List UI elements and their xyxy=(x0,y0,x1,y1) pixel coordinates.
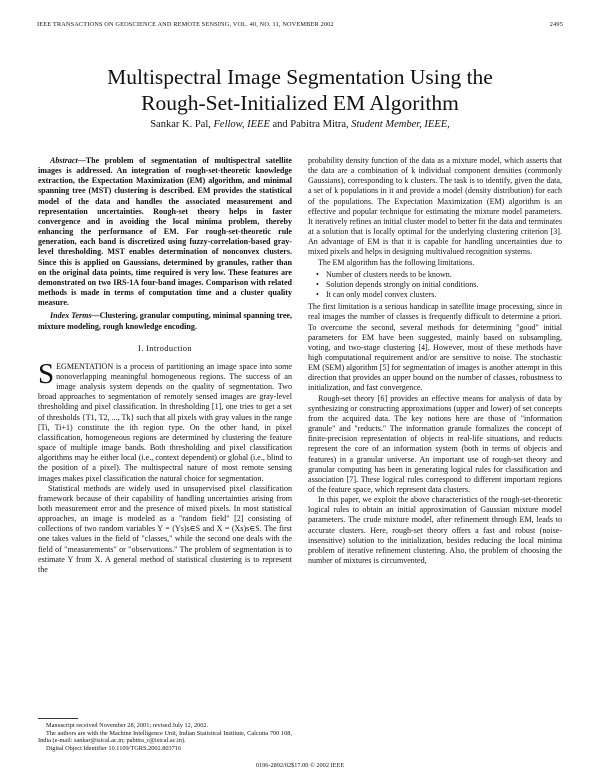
left-column xyxy=(38,156,292,575)
body-paragraph-1: probability density function of the data as a mixture model, which asserts that the data are a combination of k individual component densities (commonly Gaussians), corresponding to k clusters. The task is to identify, given the data, a set of k populations in it and provide a model (density distribution) for each of the populations. The Expectation Maximization (EM) algorithm is an effective and popular technique for estimating the mixture model parameters. It iteratively refines an initial cluster model to better fit the data and terminates at a solution that is locally optimal for the underlying clustering criterion [3]. An advantage of EM is that it is capable for handling uncertainties due to mixed pixels and helps in designing multivalued recognition systems. xyxy=(308,156,562,257)
author-1: Sankar K. Pal, xyxy=(150,119,211,130)
abstract xyxy=(38,156,292,308)
journal-header: IEEE TRANSACTIONS ON GEOSCIENCE AND REMOTE SENSING, VOL. 40, NO. 11, NOVEMBER 2002 xyxy=(37,21,334,28)
footnote-affiliation: The authors are with the Machine Intelligence Unit, Indian Statistical Institute, Calcutta 700 108, India (e-mail: sankar@isical.ac.in; pabitra_r@isical.ac.in). xyxy=(38,729,292,745)
abstract-lead: Abstract— xyxy=(50,156,86,165)
title-line-1: Multispectral Image Segmentation Using the xyxy=(107,65,493,89)
bullet-icon: • xyxy=(316,269,319,279)
running-head xyxy=(37,21,563,28)
footnote-rule xyxy=(38,718,78,719)
list-item-text: It can only model convex clusters. xyxy=(326,290,437,300)
footnote-doi: Digital Object Identifier 10.1109/TGRS.2002.803716 xyxy=(46,744,182,752)
index-terms xyxy=(38,311,292,331)
author-1-title: Fellow, IEEE xyxy=(213,119,270,130)
paper-title xyxy=(37,64,563,116)
footnotes xyxy=(38,722,292,752)
title-line-2: Rough-Set-Initialized EM Algorithm xyxy=(141,91,459,115)
intro-paragraph-1 xyxy=(38,357,292,484)
bullet-icon: • xyxy=(316,290,319,300)
intro-paragraph-1-text: EGMENTATION is a process of partitioning an image space into some nonoverlapping meaningful homogeneous regions. The success of an image analysis system depends on the quality of segmentation. Two broad approaches to segmentation of remotely sensed images are gray-level thresholding and pixel classification. In thresholding [1], one tries to get a set of thresholds {T1, T2, ..., Tk} such that all pixels with gray values in the range [Ti, Ti+1) constitute the ith region type. On the other hand, in pixel classification, homogeneous regions are determined by clustering the feature space of multiple image bands. Both thresholding and pixel classification algorithms may be either local (i.e., context dependent) or global (i.e., blind to the position of a pixel). The multispectral nature of most remote sensing images makes pixel classification the natural choice for segmentation. xyxy=(38,361,292,483)
index-terms-text: Clustering, granular computing, minimal spanning tree, mixture modeling, rough knowledge encoding. xyxy=(38,311,292,331)
author-2: and Pabitra Mitra, xyxy=(272,119,349,130)
intro-paragraph-2: Statistical methods are widely used in unsupervised pixel classification framework because of their capability of handling uncertainties arising from both measurement error and the presence of mixed pixels. In most statistical approaches, an image is modeled as a "random field" [2] consisting of collections of two random variables Y = (Ys)s∈S and X = (Xs)s∈S. The first one takes values in the field of "classes," while the second one deals with the field of "measurements" or "observations." The problem of segmentation is to estimate Y from X. A general method of statistical clustering is to represent the xyxy=(38,483,292,574)
limitations-list xyxy=(308,270,562,300)
list-item xyxy=(316,290,562,300)
right-column xyxy=(308,156,562,566)
author-line xyxy=(37,119,563,130)
footnote-received: Manuscript received November 28, 2001; revised July 12, 2002. xyxy=(46,722,209,729)
list-item xyxy=(316,280,562,290)
bullet-icon: • xyxy=(316,279,319,289)
list-item xyxy=(316,270,562,280)
section-heading: I. Introduction xyxy=(138,343,192,353)
page-number: 2495 xyxy=(549,21,563,28)
index-terms-lead: Index Terms— xyxy=(50,311,100,321)
list-item-text: Number of clusters needs to be known. xyxy=(326,269,452,279)
body-paragraph-5: In this paper, we exploit the above characteristics of the rough-set-theoretic logical rules to obtain an initial approximation of Gaussian mixture model parameters. The crude mixture model, after refinement through EM, leads to accurate clusters. Here, rough-set theory offers a fast and robust (noise-insensitive) solution to the initialization, besides reducing the local minima problem of iterative refinement clustering. Also, the problem of choosing the number of mixtures is circumvented, xyxy=(308,495,562,566)
author-2-title: Student Member, IEEE, xyxy=(351,119,450,130)
body-paragraph-4: Rough-set theory [6] provides an effective means for analysis of data by synthesizing or constructing approximations (upper and lower) of set concepts from the acquired data. The key notions here are those of "information granule" and "reducts." The information granule formalizes the concept of finite-precision representation of objects in real-life situations, and reducts represent the core of an information system (both in terms of objects and features) in a granular universe. An important use of rough-set theory and granular computing has been in generating logical rules for classification and association [7]. These logical rules correspond to different important regions of the feature space, which represent data clusters. xyxy=(308,393,562,494)
body-paragraph-2: The EM algorithm has the following limitations. xyxy=(318,257,475,267)
abstract-text: The problem of segmentation of multispectral satellite images is addressed. An integration of rough-set-theoretic knowledge extraction, the Expectation Maximization (EM) algorithm, and minimal spanning tree (MST) clustering is described. EM provides the statistical model of the data and handles the associated measurement and representation uncertainties. Rough-set theory helps in faster convergence and in avoiding the local minima problem, thereby enhancing the performance of EM. For rough-set-theoretic rule generation, each band is discretized using fuzzy-correlation-based gray-level thresholding. MST enables determination of nonconvex clusters. Since this is applied on Gaussians, determined by granules, rather than on the original data points, time required is very low. These features are demonstrated on two IRS-1A four-band images. Comparison with related methods is made in terms of computation time and a cluster quality measure. xyxy=(38,156,292,308)
body-paragraph-3: The first limitation is a serious handicap in satellite image processing, since in real images the number of classes is frequently difficult to determine a priori. To overcome the second, several methods for determining "good" initial parameters for EM have been suggested, mainly based on subsampling, voting, and two-stage clustering [4]. However, most of these methods have high computational requirement and/or are sensitive to noise. The stochastic EM (SEM) algorithm [5] for segmentation of images is another attempt in this direction that provides an upper bound on the number of classes, robustness to initialization, and fast convergence. xyxy=(308,302,562,393)
drop-cap: S xyxy=(38,357,55,390)
list-item-text: Solution depends strongly on initial conditions. xyxy=(326,279,479,289)
copyright-line: 0196-2892/02$17.00 © 2002 IEEE xyxy=(255,762,345,769)
